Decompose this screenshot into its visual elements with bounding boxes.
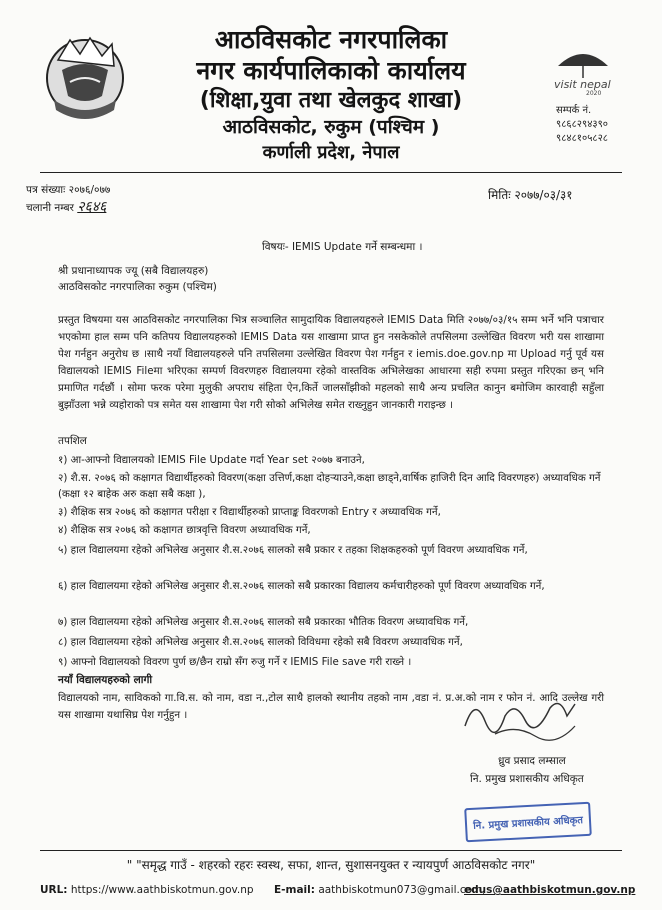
visit-nepal-text: visit nepal (554, 78, 611, 91)
signatory-title: नि. प्रमुख प्रशासकीय अधिकृत (470, 773, 584, 785)
list-item: ७) हाल विद्यालयमा रहेको अभिलेख अनुसार शै.स.२०७६ सालको सबै प्रकारका भौतिक विवरण अध्यावधिक गर्ने, (58, 616, 469, 628)
list-item: ३) शैक्षिक सत्र २०७६ को कक्षागत परीक्षा र विद्यार्थीहरुको प्राप्ताङ्क विवरणको Entry र अध्यावधिक गर्ने, (58, 506, 441, 518)
list-item: ८) हाल विद्यालयमा रहेको अभिलेख अनुसार शै.स.२०७६ सालको विविधमा रहेको सबै विवरण अध्यावधिक गर्ने, (58, 636, 463, 648)
signature-icon (455, 686, 605, 746)
footer-email (274, 884, 486, 896)
addressee-line: श्री प्रधानाध्यापक ज्यू (सबै विद्यालयहरु) (58, 265, 209, 277)
dispatch-number (26, 200, 106, 215)
email-label: E-mail: (274, 884, 315, 896)
letter-date: मितिः २०७७/०३/३१ (488, 188, 573, 202)
contact-block (556, 104, 608, 146)
province-name: कर्णाली प्रदेश, नेपाल (262, 142, 400, 163)
office-name: नगर कार्यपालिकाको कार्यालय (196, 56, 466, 85)
url-link[interactable]: https://www.aathbiskotmun.gov.np (70, 884, 254, 896)
email-link[interactable]: aathbiskotmun073@gmail.com, (318, 884, 486, 896)
url-label: URL: (40, 884, 68, 896)
signatory-name: ध्रुव प्रसाद लम्साल (498, 755, 566, 767)
addressee-line: आठविसकोट नगरपालिका रुकुम (पश्चिम) (58, 281, 217, 293)
list-item: ४) शैक्षिक सत्र २०७६ को कक्षागत छात्रवृत्ति विवरण अध्यावधिक गर्ने, (58, 524, 311, 536)
list-item: १) आ-आफ्नो विद्यालयको IEMIS File Update गर्दा Year set २०७७ बनाउने, (58, 454, 365, 466)
contact-label: सम्पर्क नं. (556, 105, 592, 116)
office-address: आठविसकोट, रुकुम (पश्चिम ) (222, 116, 440, 138)
subject-line: विषयः- IEMIS Update गर्ने सम्बन्धमा । (262, 241, 423, 253)
body-paragraph: विद्यालयको नाम, साविकको गा.वि.स. को नाम, वडा न.,टोल साथै हालको स्थानीय तहको नाम ,वडा नं. प्र.अ.को नाम र फोन नं. आदि उल्लेख गरी यस शाखामा यथासिघ्र पेश गर्नुहुन । (58, 692, 604, 721)
phone-number: ९८४८१०५८२८ (556, 133, 608, 144)
footer-divider (40, 850, 622, 851)
municipality-name: आठविसकोट नगरपालिका (214, 25, 448, 54)
body-paragraph: प्रस्तुत विषयमा यस आठविसकोट नगरपालिका भित्र सञ्चालित सामुदायिक विद्यालयहरुले IEMIS Data मिति २०७७/०३/१५ सम्म भर्ने भनि पत्राचार भएकोमा हाल सम्म पनि कतिपय विद्यालयहरुको IEMIS Data यस शाखामा प्राप्त हुन नसकेकोले तपसिलमा उल्लेखित विवरण भरी यस शाखामा पेश गर्नहुन अनुरोध छ ।साथै नयाँ विद्यालयहरुले पनि तपसिलमा उल्लेखित विवरण पेश गर्नहुन र iemis.doe.gov.np मा Upload गर्नु पूर्व यस विद्यालयको IEMIS Fileमा भरिएका सम्पर्ण विवरणहरु विद्यालयमा रहेको वास्तविक अभिलेखका आधारमा सही रुपमा प्रस्तुत गरिएका छन् भनि प्रमाणित गर्दछौं । सोमा फरक परेमा मुलुकी अपराध संहिता ऐन,किर्ते जालसाँझीको महलको साथै अन्य प्रचलित कानुन बमोजिम कारवाही सहुँला बुझाँउला भन्ने व्यहोराको पत्र समेत यस शाखामा पेश गरी सोको अभिलेख समेत राख्नुहुन जानकारी गराइन्छ । (58, 314, 604, 411)
letter-number: पत्र संख्याः २०७६/०७७ (26, 184, 111, 196)
list-item: ९) आफ्नो विद्यालयको विवरण पुर्ण छ/छैन राम्रो सँग रुजु गर्ने र IEMIS File save गरी राख्ने । (58, 656, 412, 668)
dispatch-label: चलानी नम्बर (26, 202, 74, 214)
dispatch-value: २६४६ (77, 199, 107, 215)
email-link-secondary[interactable]: edus@aathbiskotmun.gov.np (464, 884, 636, 896)
section-name: (शिक्षा,युवा तथा खेलकुद शाखा) (199, 88, 463, 113)
list-item: ६) हाल विद्यालयमा रहेको अभिलेख अनुसार शै.स.२०७६ सालको सबै प्रकारका विद्यालय कर्मचारीहरुको पूर्ण विवरण अध्यावधिक गर्ने, (58, 580, 545, 592)
list-item: २) शै.स. २०७६ को कक्षागत विद्यार्थीहरुको विवरण(कक्षा उत्तिर्ण,कक्षा दोहऱ्याउने,कक्षा छाड्ने,वार्षिक हाजिरी दिन आदि विवरणहरु) अध्यावधिक गर्ने (कक्षा १२ बाहेक अरु कक्षा सबै कक्षा ), (58, 472, 601, 500)
tapsil-heading: तपशिल (58, 435, 87, 447)
phone-number: ९८६८२९४३९० (556, 119, 608, 130)
official-stamp: नि. प्रमुख प्रशासकीय अधिकृत (464, 802, 592, 843)
header-divider (40, 172, 622, 173)
footer-url (40, 884, 254, 896)
visit-nepal-year: 2020 (586, 90, 602, 96)
footer-slogan: " "समृद्ध गाउँ - शहरको रहरः स्वस्थ, सफा, शान्त, सुशासनयुक्त र न्यायपुर्ण आठविसकोट नगर" (126, 858, 536, 872)
list-item: ५) हाल विद्यालयमा रहेको अभिलेख अनुसार शै.स.२०७६ सालको सबै प्रकार र तहका शिक्षकहरुको पूर्ण विवरण अध्यावधिक गर्ने, (58, 544, 528, 556)
mountain-umbrella-icon (548, 36, 618, 96)
visit-nepal-logo (548, 36, 618, 100)
new-schools-heading: नयाँ विद्यालयहरुको लागी (58, 674, 153, 686)
